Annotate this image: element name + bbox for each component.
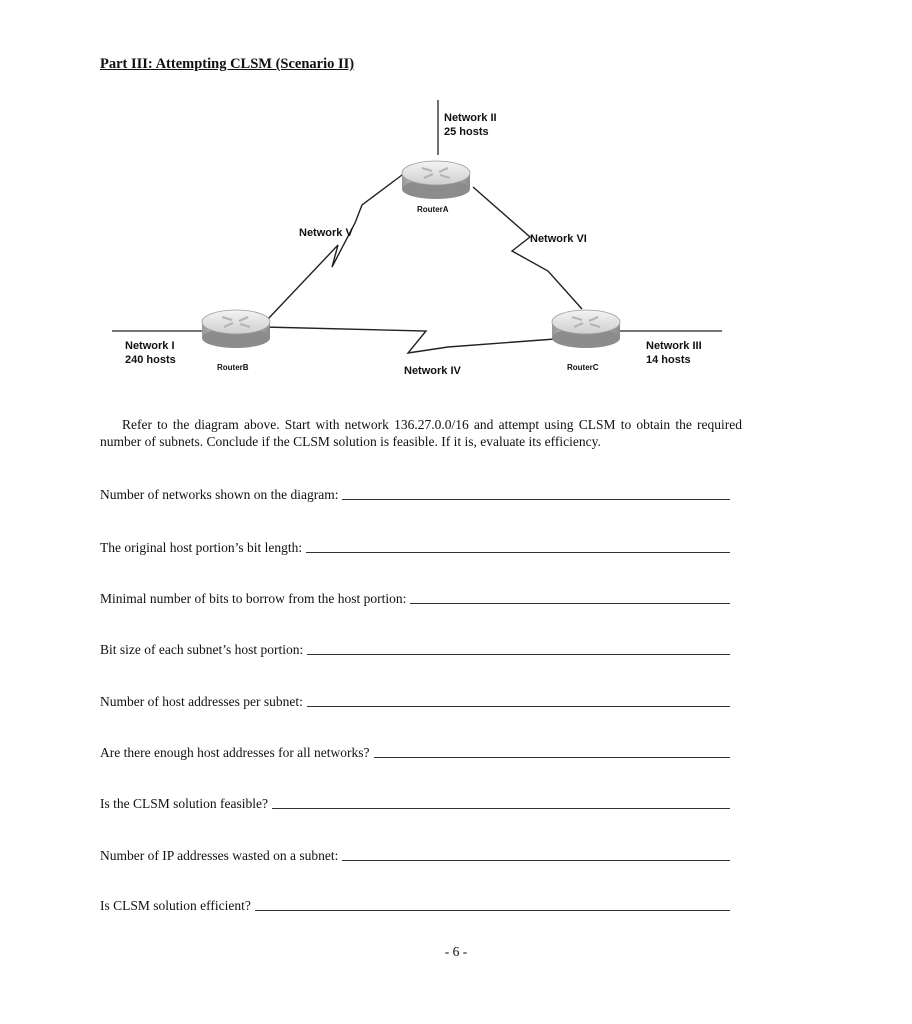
question-label: Is the CLSM solution feasible? bbox=[100, 796, 268, 811]
question-row bbox=[100, 587, 730, 607]
question-label: Bit size of each subnet’s host portion: bbox=[100, 642, 304, 657]
network-iv-serial-link bbox=[264, 327, 555, 353]
answer-line[interactable] bbox=[307, 692, 730, 707]
question-label: Are there enough host addresses for all networks? bbox=[100, 745, 370, 760]
answer-line[interactable] bbox=[342, 846, 730, 861]
question-label: Number of networks shown on the diagram: bbox=[100, 487, 339, 502]
router-c-icon bbox=[552, 310, 620, 348]
instructions-paragraph: Refer to the diagram above. Start with network 136.27.0.0/16 and attempt using CLSM to obtain the required number of subnets. Conclude if the CLSM solution is feasible. If it is, evaluate its efficiency. bbox=[100, 417, 742, 449]
page-number: - 6 - bbox=[444, 944, 468, 959]
question-row bbox=[100, 792, 730, 812]
answer-line[interactable] bbox=[374, 743, 730, 758]
question-row bbox=[100, 844, 730, 864]
answer-line[interactable] bbox=[306, 538, 730, 553]
network-v-serial-link bbox=[268, 175, 402, 319]
router-a-icon bbox=[402, 161, 470, 199]
question-label: The original host portion’s bit length: bbox=[100, 540, 303, 555]
network-v-label: Network V bbox=[299, 227, 353, 239]
network-i-label: Network I 240 hosts bbox=[125, 340, 176, 366]
router-b-label: RouterB bbox=[217, 363, 249, 372]
router-c-label: RouterC bbox=[567, 363, 599, 372]
network-vi-serial-link bbox=[473, 187, 582, 309]
network-vi-label: Network VI bbox=[530, 233, 587, 245]
question-row bbox=[100, 690, 730, 710]
router-b-icon bbox=[202, 310, 270, 348]
question-row bbox=[100, 638, 730, 658]
network-iv-label: Network IV bbox=[404, 365, 461, 377]
network-diagram bbox=[0, 95, 912, 395]
answer-line[interactable] bbox=[307, 640, 730, 655]
network-iii-label: Network III 14 hosts bbox=[646, 340, 702, 366]
answer-line[interactable] bbox=[255, 896, 730, 911]
question-row bbox=[100, 894, 730, 914]
answer-line[interactable] bbox=[342, 485, 730, 500]
router-a-label: RouterA bbox=[417, 205, 449, 214]
question-label: Minimal number of bits to borrow from the host portion: bbox=[100, 591, 407, 606]
question-label: Number of IP addresses wasted on a subnet: bbox=[100, 848, 339, 863]
question-row bbox=[100, 536, 730, 556]
answer-line[interactable] bbox=[272, 794, 730, 809]
answer-line[interactable] bbox=[410, 589, 730, 604]
question-label: Number of host addresses per subnet: bbox=[100, 694, 303, 709]
page-title: Part III: Attempting CLSM (Scenario II) bbox=[100, 56, 355, 72]
question-label: Is CLSM solution efficient? bbox=[100, 898, 251, 913]
question-row bbox=[100, 483, 730, 503]
question-row bbox=[100, 741, 730, 761]
network-ii-label: Network II 25 hosts bbox=[444, 112, 497, 138]
